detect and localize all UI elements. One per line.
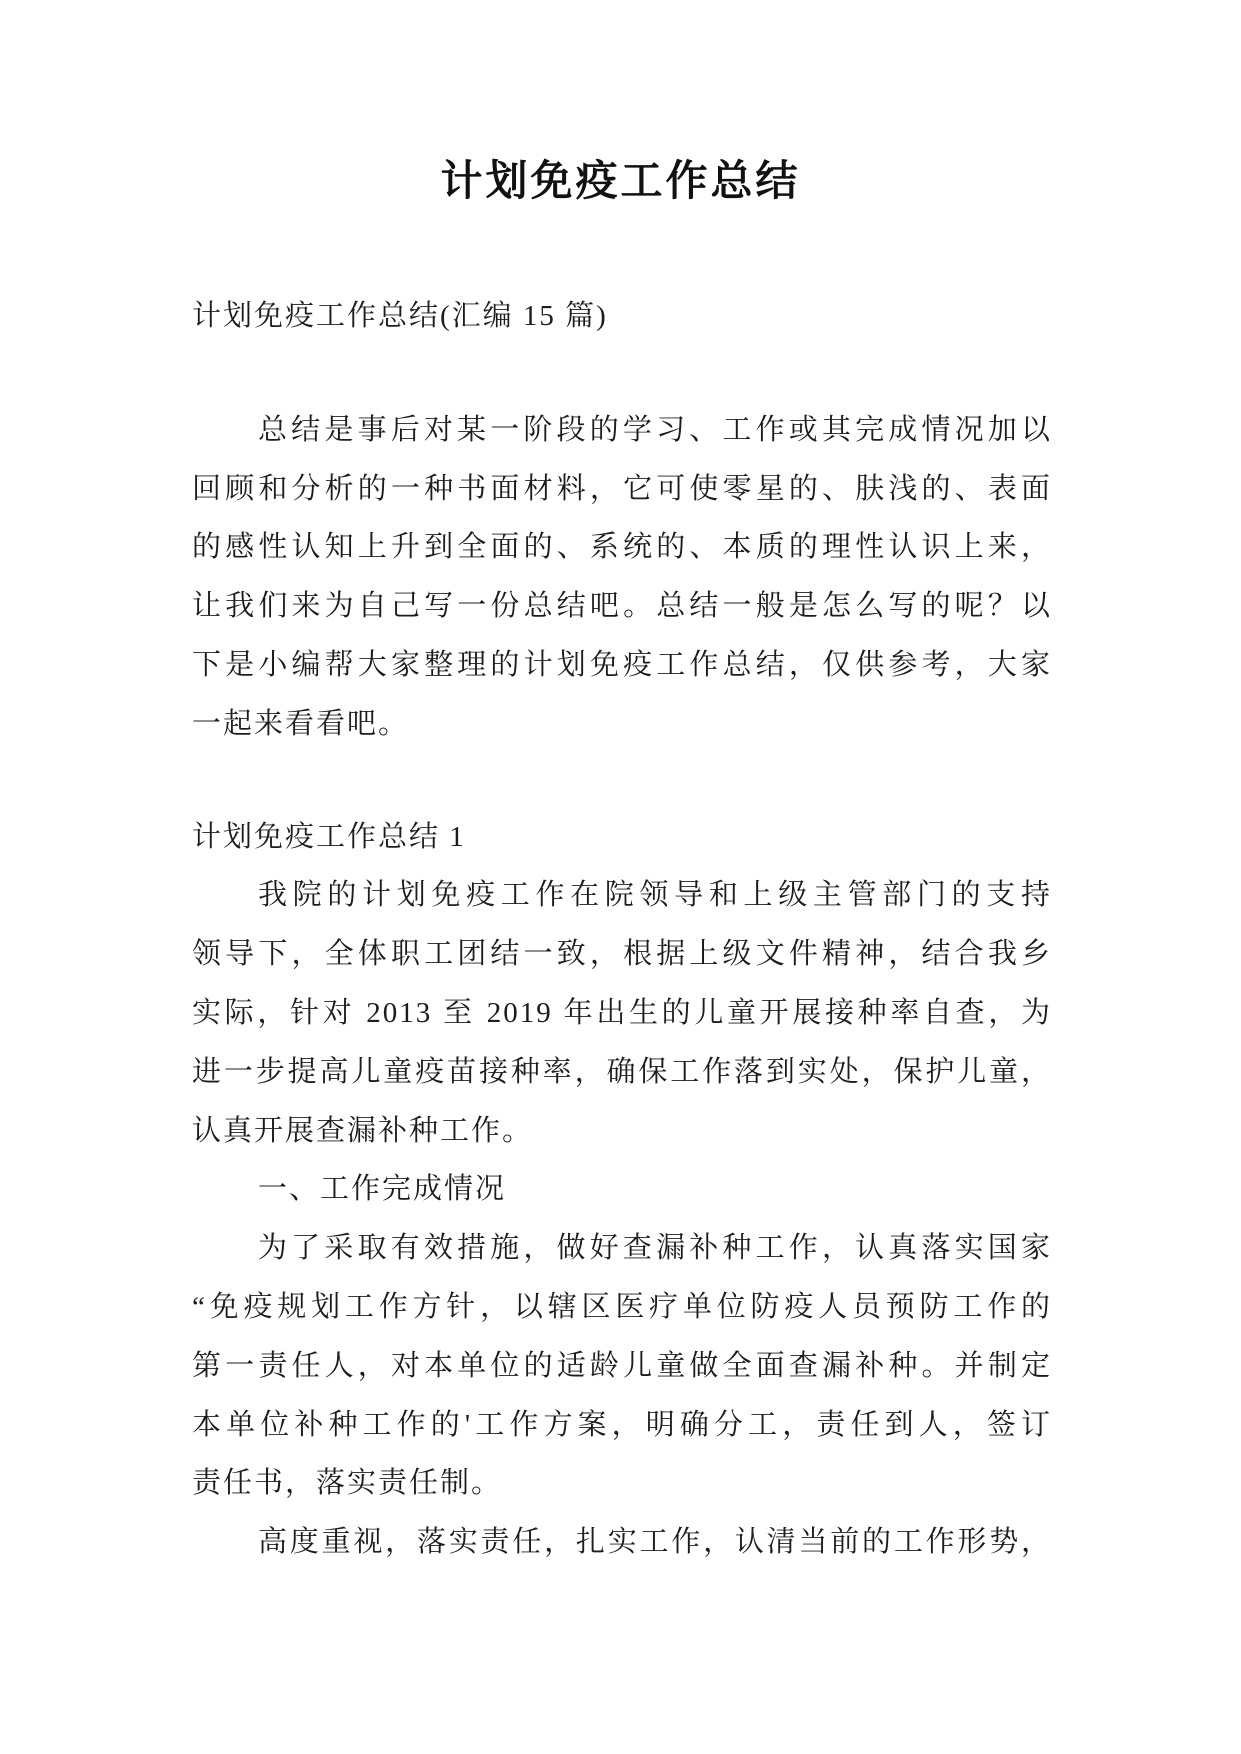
- paragraph-line: 领导下，全体职工团结一致，根据上级文件精神，结合我乡: [192, 938, 1052, 971]
- intro-paragraph: [192, 401, 1052, 754]
- paragraph-line: 让我们来为自己写一份总结吧。总结一般是怎么写的呢？以: [192, 590, 1052, 623]
- paragraph-line: 总结是事后对某一阶段的学习、工作或其完成情况加以: [258, 413, 1052, 446]
- paragraph-line: “免疫规划工作方针，以辖区医疗单位防疫人员预防工作的: [192, 1290, 1052, 1323]
- section-subheading: 一、工作完成情况: [258, 1173, 507, 1206]
- section-1: [192, 808, 1052, 1572]
- paragraph-line: 第一责任人，对本单位的适龄儿童做全面查漏补种。并制定: [192, 1349, 1052, 1382]
- section-paragraph-1: [192, 866, 1052, 1160]
- document-body: [192, 287, 1052, 1572]
- paragraph-line: 的感性认知上升到全面的、系统的、本质的理性认识上来，: [192, 531, 1052, 564]
- paragraph-line: 进一步提高儿童疫苗接种率，确保工作落到实处，保护儿童，: [192, 1055, 1052, 1088]
- paragraph-line: 下是小编帮大家整理的计划免疫工作总结，仅供参考，大家: [192, 648, 1052, 681]
- paragraph-line: 认真开展查漏补种工作。: [192, 1114, 534, 1147]
- section-heading: 计划免疫工作总结 1: [192, 820, 466, 853]
- paragraph-line: 高度重视，落实责任，扎实工作，认清当前的工作形势，: [258, 1526, 1052, 1559]
- paragraph-line: 回顾和分析的一种书面材料，它可使零星的、肤浅的、表面: [192, 472, 1052, 505]
- page-title: 计划免疫工作总结: [440, 159, 801, 205]
- paragraph-line: 本单位补种工作的'工作方案，明确分工，责任到人，签订: [192, 1408, 1052, 1441]
- section-paragraph-3: [192, 1513, 1052, 1572]
- paragraph-line: 实际，针对 2013 至 2019 年出生的儿童开展接种率自查，为: [192, 996, 1052, 1029]
- paragraph-line: 为了采取有效措施，做好查漏补种工作，认真落实国家: [258, 1232, 1052, 1265]
- section-paragraph-2: [192, 1219, 1052, 1513]
- document-subtitle: 计划免疫工作总结(汇编 15 篇): [192, 300, 608, 332]
- paragraph-line: 我院的计划免疫工作在院领导和上级主管部门的支持: [258, 879, 1052, 912]
- paragraph-line: 一起来看看吧。: [192, 707, 410, 740]
- paragraph-line: 责任书，落实责任制。: [192, 1467, 503, 1500]
